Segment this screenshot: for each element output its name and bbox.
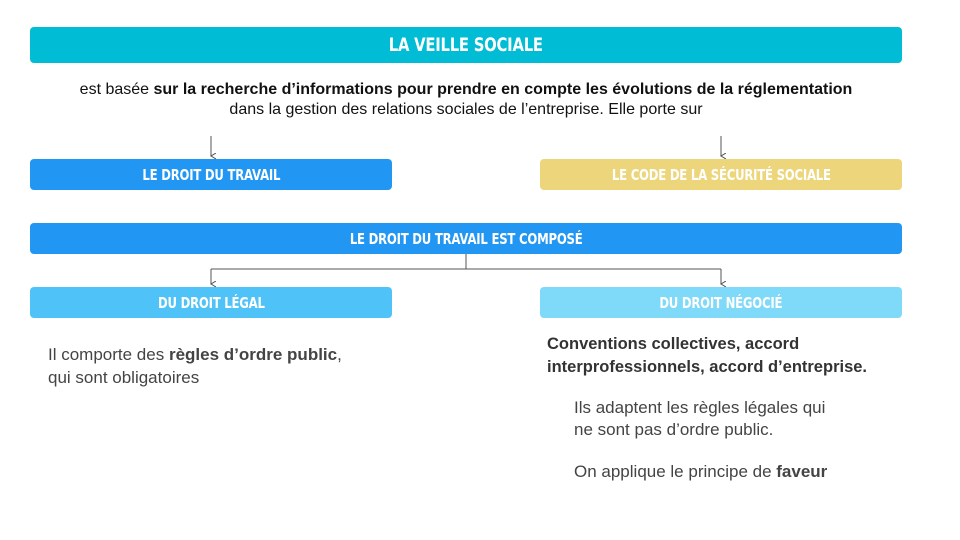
- branch-code-securite-sociale-label: LE CODE DE LA SÉCURITÉ SOCIALE: [611, 165, 831, 184]
- intro-text: [20, 80, 912, 120]
- negocie-text1-line2: ne sont pas d’ordre public.: [574, 420, 774, 439]
- legal-text-suffix: ,: [337, 345, 342, 364]
- page-title: LA VEILLE SOCIALE: [388, 34, 544, 56]
- intro-prefix: est basée: [79, 81, 154, 98]
- title-bar: [30, 27, 902, 63]
- droit-legal-bar: [30, 287, 392, 318]
- composition-bar: [30, 223, 902, 254]
- composition-label: LE DROIT DU TRAVAIL EST COMPOSÉ: [349, 229, 583, 248]
- droit-legal-description: [48, 343, 408, 389]
- droit-negocie-text1: [574, 397, 914, 441]
- droit-negocie-label: DU DROIT NÉGOCIÉ: [659, 293, 783, 312]
- negocie-text2-prefix: On applique le principe de: [574, 462, 777, 481]
- droit-negocie-heading: [547, 333, 927, 379]
- droit-negocie-text2: [574, 461, 914, 483]
- negocie-heading-line2: interprofessionnels, accord d’entreprise.: [547, 358, 868, 376]
- branch-droit-travail-label: LE DROIT DU TRAVAIL: [142, 165, 280, 184]
- negocie-text2-bold: faveur: [776, 462, 828, 481]
- negocie-text1-line1: Ils adaptent les règles légales qui: [574, 398, 826, 417]
- negocie-heading-line1: Conventions collectives, accord: [547, 335, 800, 353]
- legal-text-prefix: Il comporte des: [48, 345, 169, 364]
- legal-text-line2: qui sont obligatoires: [48, 368, 200, 387]
- branch-code-securite-sociale: [540, 159, 902, 190]
- droit-legal-label: DU DROIT LÉGAL: [157, 293, 265, 312]
- legal-text-bold: règles d’ordre public: [168, 345, 338, 364]
- droit-negocie-bar: [540, 287, 902, 318]
- intro-line2: dans la gestion des relations sociales de l’entreprise. Elle porte sur: [229, 101, 703, 118]
- intro-bold: sur la recherche d’informations pour prendre en compte les évolutions de la réglementation: [153, 81, 853, 98]
- branch-droit-travail: [30, 159, 392, 190]
